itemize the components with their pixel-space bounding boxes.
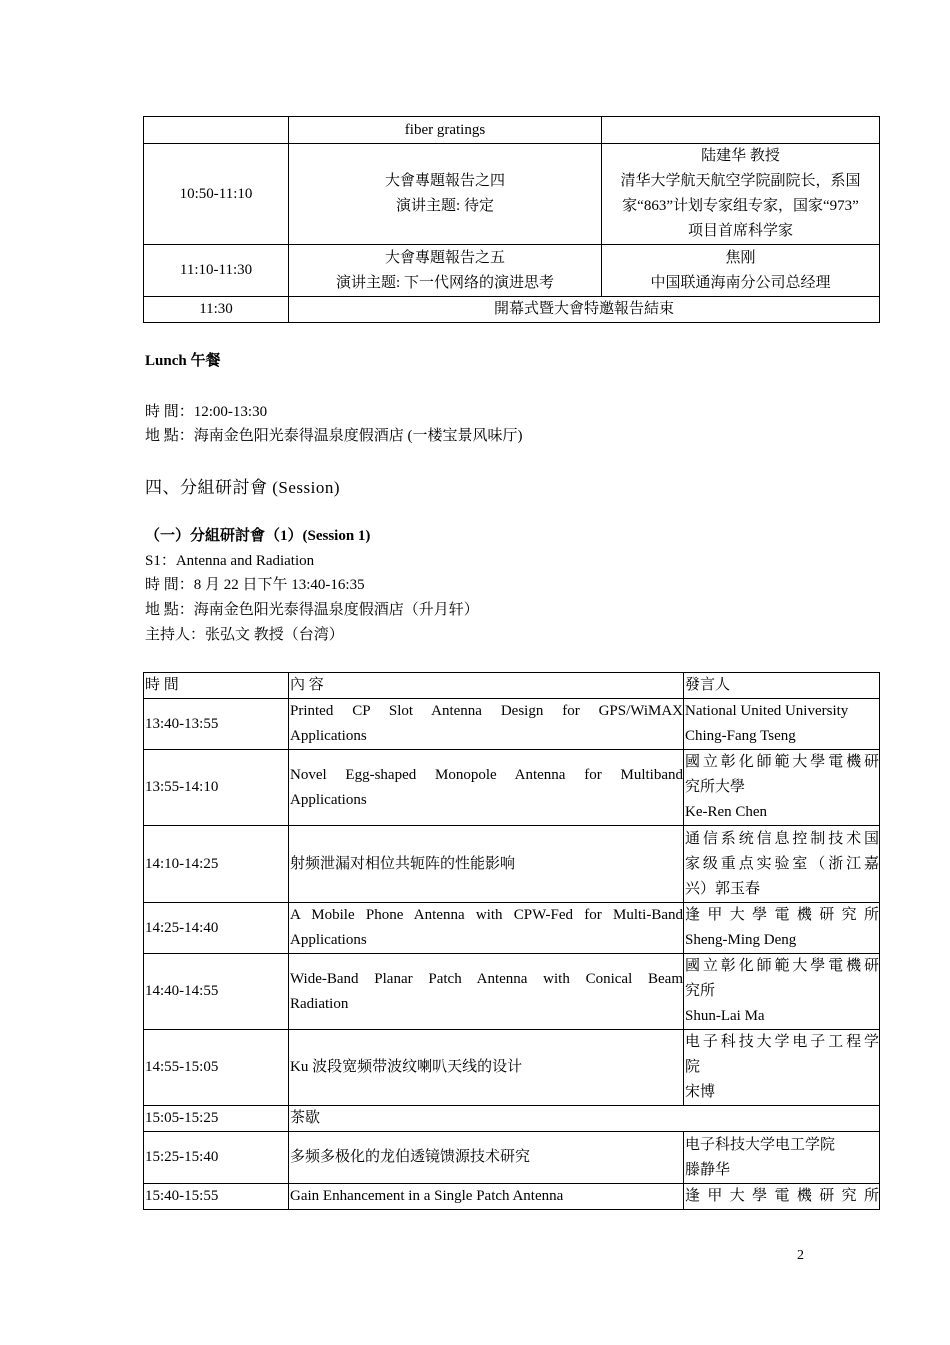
lunch-title: Lunch 午餐: [145, 353, 221, 369]
session-host: 主持人：张弘文 教授（台湾）: [145, 627, 344, 643]
session-time: 時 間：8 月 22 日下午 13:40-16:35: [145, 577, 365, 593]
speaker-cell: [602, 117, 880, 144]
header-content: 內 容: [289, 673, 684, 699]
speaker-cell: 电子科技大学电子工程学 院 宋博: [684, 1030, 880, 1106]
time-cell: [144, 117, 289, 144]
speaker-cell: 國立彰化師範大學電機研 究所大學 Ke-Ren Chen: [684, 750, 880, 826]
table-row: [144, 245, 880, 297]
table-row: [144, 750, 880, 826]
speaker-cell: 國立彰化師範大學電機研 究所 Shun-Lai Ma: [684, 954, 880, 1030]
content-cell: Printed CP Slot Antenna Design for GPS/WiMAX Applications: [289, 699, 684, 750]
speaker-cell: 焦刚 中国联通海南分公司总经理: [602, 245, 880, 297]
table-row: [144, 1184, 880, 1210]
table-row: [144, 903, 880, 954]
speaker-cell: 电子科技大学电工学院 滕静华: [684, 1132, 880, 1184]
table-row: [144, 117, 880, 144]
content-cell: A Mobile Phone Antenna with CPW-Fed for Multi-Band Applications: [289, 903, 684, 954]
lunch-time: 時 間：12:00-13:30: [145, 404, 268, 420]
header-speaker: 發言人: [684, 673, 880, 699]
time-cell: 15:40-15:55: [144, 1184, 289, 1210]
time-cell: 13:55-14:10: [144, 750, 289, 826]
session-schedule-table: [143, 672, 880, 1210]
speaker-cell: 逢 甲 大 學 電 機 研 究 所 Sheng-Ming Deng: [684, 903, 880, 954]
time-cell: 14:25-14:40: [144, 903, 289, 954]
content-cell: 多频多极化的龙伯透镜馈源技术研究: [289, 1132, 684, 1184]
content-cell: Wide-Band Planar Patch Antenna with Conical Beam Radiation: [289, 954, 684, 1030]
time-cell: 10:50-11:10: [144, 144, 289, 245]
speaker-cell: 陆建华 教授 清华大学航天航空学院副院长，系国 家“863”计划专家组专家，国家“973” 项目首席科学家: [602, 144, 880, 245]
speaker-cell: National United University Ching-Fang Tseng: [684, 699, 880, 750]
table-row: [144, 699, 880, 750]
time-cell: 11:10-11:30: [144, 245, 289, 297]
section-heading: 四、分組研討會 (Session): [145, 478, 341, 497]
speaker-cell: 通信系统信息控制技术国 家级重点实验室（浙江嘉 兴）郭玉春: [684, 826, 880, 903]
table-row: [144, 1132, 880, 1184]
table-header-row: [144, 673, 880, 699]
session-place: 地 點：海南金色阳光泰得温泉度假酒店（升月轩）: [145, 602, 479, 618]
topic-cell: 大會專題報告之四 演讲主题: 待定: [289, 144, 602, 245]
table-row: [144, 954, 880, 1030]
content-cell: Ku 波段宽频带波纹喇叭天线的设计: [289, 1030, 684, 1106]
closing-cell: 開幕式暨大會特邀報告結束: [289, 297, 880, 323]
header-time: 時 間: [144, 673, 289, 699]
content-cell: 射频泄漏对相位共轭阵的性能影响: [289, 826, 684, 903]
topic-cell: 大會專題報告之五 演讲主题: 下一代网络的演进思考: [289, 245, 602, 297]
keynote-schedule-table: [143, 116, 880, 323]
content-cell: Novel Egg-shaped Monopole Antenna for Multiband Applications: [289, 750, 684, 826]
time-cell: 15:05-15:25: [144, 1106, 289, 1132]
table-row: [144, 1106, 880, 1132]
time-cell: 11:30: [144, 297, 289, 323]
table-row: [144, 826, 880, 903]
time-cell: 14:10-14:25: [144, 826, 289, 903]
time-cell: 14:55-15:05: [144, 1030, 289, 1106]
lunch-place: 地 點：海南金色阳光泰得温泉度假酒店 (一楼宝景风味厅): [145, 428, 523, 444]
content-cell: Gain Enhancement in a Single Patch Antenna: [289, 1184, 684, 1210]
time-cell: 14:40-14:55: [144, 954, 289, 1030]
table-row: [144, 1030, 880, 1106]
topic-cell: fiber gratings: [289, 117, 602, 144]
table-row: [144, 297, 880, 323]
break-cell: 茶歇: [289, 1106, 880, 1132]
time-cell: 13:40-13:55: [144, 699, 289, 750]
speaker-cell: 逢 甲 大 學 電 機 研 究 所: [684, 1184, 880, 1210]
time-cell: 15:25-15:40: [144, 1132, 289, 1184]
session-topic: S1：Antenna and Radiation: [145, 553, 315, 569]
page-number: 2: [797, 1248, 804, 1263]
table-row: [144, 144, 880, 245]
session-title: （一）分組研討會（1）(Session 1): [145, 528, 371, 544]
